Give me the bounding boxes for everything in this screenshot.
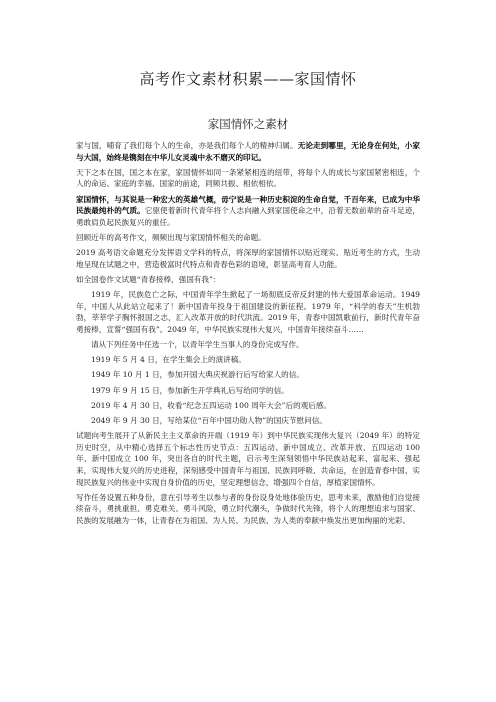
section-title: 家国情怀之素材 xyxy=(207,117,289,131)
paragraph-2019-exam: 2019 高考语文命题充分发挥语文学科的特点，将深厚的家国情怀以贴近现实、贴近考生的方式，生动地呈现在试题之中，营造极富时代特点和青春色彩的语境，彰显高考育人功能。 xyxy=(76,248,420,269)
task-item: 2049 年 9 月 30 日，写给某位“百年中国功勋人物”的国庆节慰问信。 xyxy=(91,416,327,425)
task-item: 1919 年 5 月 4 日，在学生集会上的演讲稿。 xyxy=(91,355,246,365)
task-item: 1949 年 10 月 1 日，参加开国大典庆祝游行后写给家人的信。 xyxy=(91,370,304,380)
paragraph-patriotism-bold: 家国情怀，与其说是一种宏大的英雄气概，毋宁说是一种历史积淀的生命自觉，千百年来，已成为中华民族最纯朴的气质。 xyxy=(76,194,420,216)
paragraph-review: 回顾近年的高考作文，频频出现与家国情怀相关的命题。 xyxy=(76,232,266,242)
paragraph-intro xyxy=(76,140,420,163)
paragraph-task-meaning: 写作任务设置五种身份，意在引导考生以参与者的身份设身处地体验历史，思考未来，激励他们自觉接续奋斗，勇挑重担、勇克难关、勇斗风险，勇立时代潮头，争做时代先锋，将个人的理想追求与国家、民族的发展融为一体，让青春在为祖国、为人民、为民族、为人类的奉献中焕发出更加绚丽的光彩。 xyxy=(76,492,420,525)
document-title: 高考作文素材积累——家国情怀 xyxy=(139,70,357,88)
paragraph-patriotism xyxy=(76,194,420,229)
paragraph-family-nation: 天下之本在国，国之本在家，家国情怀如同一条紧紧相连的纽带，将每个人的成长与家国紧密相连，个人的命运、家庭的幸福、国家的前途，同频共振、相依相依。 xyxy=(76,167,420,189)
paragraph-intro-bold: 无论走到哪里，无论身在何处，小家与大国，始终是镌刻在中华儿女灵魂中永不磨灭的印记。 xyxy=(76,141,420,162)
paragraph-intro-normal: 家与国，哺育了我们每个人的生命，亦是我们每个人的精神归属。 xyxy=(76,141,298,150)
task-item: 2019 年 4 月 30 日，收看“纪念五四运动 100 周年大会”后的观后感。 xyxy=(91,400,332,410)
paragraph-analysis: 试题向考生展开了从新民主主义革命的开端（1919 年）到中华民族实现伟大复兴（2049 年）的特定历史时空，从中精心选择五个标志性历史节点：五四运动、新中国成立、改革开放、五四运动 100 年、新中国成立 100 年，突出各自的时代主题，启示考生深刻领悟中华民族站起来、富起来、强起来，实现伟大复兴的历史进程，深刻感受中国青年与祖国、民族同呼吸、共命运，在创造青春中国、实现民族复兴的伟业中实现自身价值的历史，坚定理想信念，增强四个自信，厚植家国情怀。 xyxy=(76,431,420,487)
paragraph-exam-prompt-intro: 如全国卷作文试题“青春接棒，强国有我”： xyxy=(76,274,221,284)
task-item: 1979 年 9 月 15 日，参加新生开学典礼后写给同学的信。 xyxy=(91,385,289,395)
paragraph-task-instruction: 请从下列任务中任选一个，以青年学生当事人的身份完成写作。 xyxy=(91,340,304,350)
paragraph-exam-material: 1919 年，民族危亡之际，中国青年学生掀起了一场彻底反帝反封建的伟大爱国革命运动。1949 年，中国人从此站立起来了！新中国青年投身于祖国建设的新征程。1979 年，“科学的春天”生机勃勃，莘莘学子胸怀报国之志，汇入改革开放的时代洪流。2019 年，青春中国凯歌前行，新时代青年奋勇接棒，宣誓“强国有我”。2049 年，中华民族实现伟大复兴，中国青年接续奋斗…… xyxy=(76,290,420,334)
paragraph-patriotism-normal: 它驱使着新时代青年将个人志向融入到家国使命之中，沿着无数前辈的奋斗足迹，勇敢肩负起民族复兴的重任。 xyxy=(76,206,420,227)
